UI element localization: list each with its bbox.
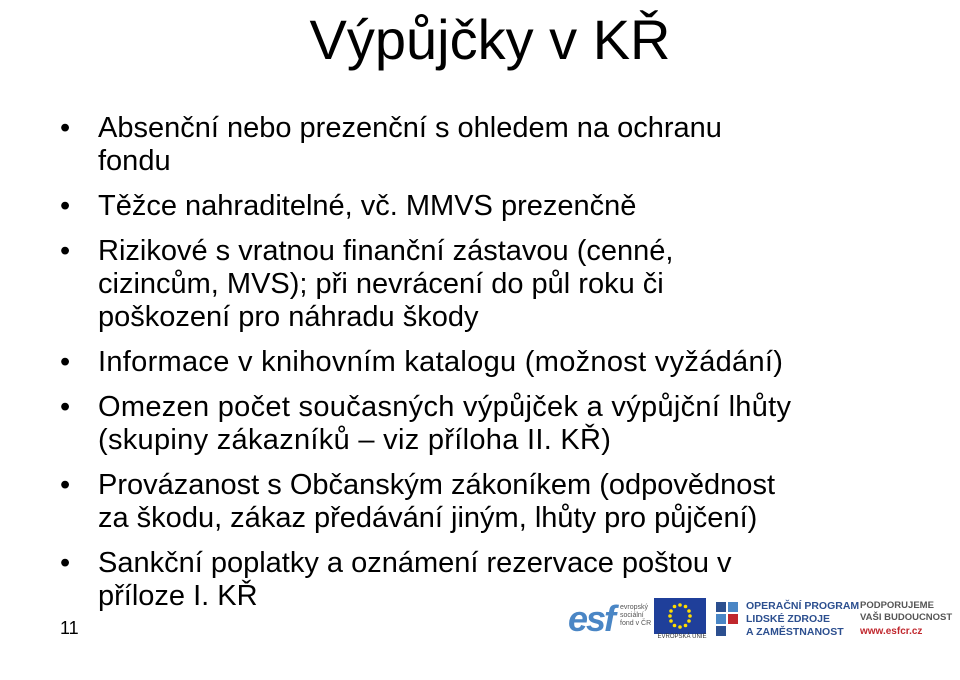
op-program-logo-text: OPERAČNÍ PROGRAM LIDSKÉ ZDROJE A ZAMĚSTNANOST — [746, 600, 860, 638]
slide-title: Výpůjčky v KŘ — [309, 8, 671, 71]
bullet-dot: • — [60, 235, 71, 267]
bullet-item — [60, 235, 940, 334]
esf-logo: esf — [568, 598, 615, 639]
bullet-dot: • — [60, 547, 71, 579]
bullet-item — [60, 112, 940, 178]
bullet-dot: • — [60, 112, 71, 144]
esf-logo-caption: evropský sociální fond v ČR — [620, 604, 652, 627]
bullet-item — [60, 346, 940, 379]
sponsor-logo-strip — [566, 596, 960, 646]
eu-flag-caption: EVROPSKÁ UNIE — [657, 634, 707, 640]
bullet-list — [60, 112, 940, 625]
support-url: www.esfcr.cz — [860, 626, 923, 637]
bullet-text: Sankční poplatky a oznámení rezervace poštou v příloze I. KŘ — [98, 547, 732, 612]
bullet-item — [60, 391, 940, 457]
bullet-dot: • — [60, 346, 71, 378]
bullet-dot: • — [60, 190, 71, 222]
op-program-icon — [714, 600, 742, 638]
bullet-text: Omezen počet současných výpůjček a výpůjční lhůty (skupiny zákazníků – viz příloha II. KŘ) — [98, 391, 792, 456]
bullet-item — [60, 190, 940, 223]
eu-flag-icon — [654, 598, 706, 634]
slide-number: 11 — [60, 618, 79, 638]
bullet-text: Absenční nebo prezenční s ohledem na ochranu fondu — [98, 112, 722, 177]
support-slogan: PODPORUJEME VAŠI BUDOUCNOST — [860, 600, 953, 623]
bullet-dot: • — [60, 391, 71, 423]
bullet-text: Těžce nahraditelné, vč. MMVS prezenčně — [98, 190, 637, 222]
bullet-text: Informace v knihovním katalogu (možnost vyžádání) — [98, 346, 784, 378]
bullet-text: Provázanost s Občanským zákoníkem (odpovědnost za škodu, zákaz předávání jiným, lhůty pro půjčení) — [98, 469, 775, 534]
bullet-dot: • — [60, 469, 71, 501]
bullet-text: Rizikové s vratnou finanční zástavou (cenné, cizincům, MVS); při nevrácení do půl roku či poškození pro náhradu škody — [98, 235, 674, 333]
bullet-item — [60, 469, 940, 535]
